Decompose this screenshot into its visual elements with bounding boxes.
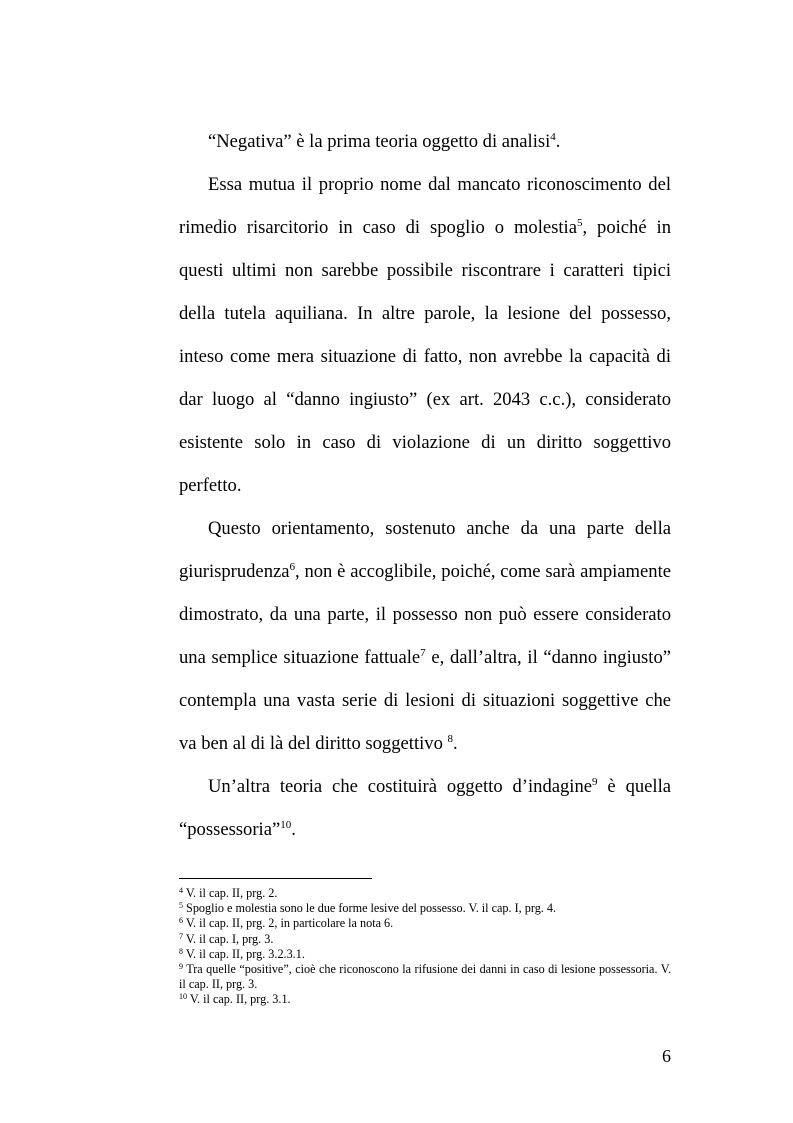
body-text [179,120,671,851]
footnote-text: Spoglio e molestia sono le due forme lesive del possesso. V. il cap. I, prg. 4. [186,901,557,916]
text-run: . [291,819,296,840]
text-run: è quella “possessoria” [179,776,672,840]
footnote-ref: 5 [576,217,583,229]
footnote-ref: 6 [289,561,295,573]
text-run: , non è accoglibile, poiché, come sarà ampiamente dimostrato, da una parte, il possesso non può essere considerato una semplice situazione fattuale [179,561,671,668]
footnote-ref: 10 [280,819,292,831]
text-run: . [555,131,561,152]
text-run: . [453,733,458,754]
paragraph [179,120,671,163]
footnote [179,992,671,1007]
text-run: “Negativa” è la prima teoria oggetto di analisi [208,131,551,152]
text-run: Questo orientamento, sostenuto anche da una parte della giurisprudenza [179,518,671,582]
footnote-number: 4 [179,886,183,895]
footnote-text: V. il cap. II, prg. 2. [185,886,278,900]
footnote-number: 7 [179,931,183,941]
footnote [179,947,671,962]
footnote-number: 5 [179,901,183,911]
footnote [179,962,671,992]
footnote-ref: 8 [447,733,454,745]
text-run: Un’altra teoria che costituirà oggetto d’indagine [208,776,593,797]
footnote-number: 10 [179,992,187,1002]
footnote [179,932,671,947]
footnote-text: V. il cap. II, prg. 2, in particolare la nota 6. [185,916,394,931]
footnote-text: V. il cap. II, prg. 3.2.3.1. [185,946,305,961]
footnote [179,901,671,916]
footnotes [179,886,671,1008]
text-run: , poiché in questi ultimi non sarebbe possibile riscontrare i caratteri tipici della tutela aquiliana. In altre parole, la lesione del possesso, inteso come mera situazione di fatto, non avrebbe la capacità di dar luogo al “danno ingiusto” (ex art. 2043 c.c.), considerato esistente solo in caso di violazione di un diritto soggettivo perfetto. [179,217,671,496]
footnote-text: V. il cap. II, prg. 3.1. [189,992,291,1007]
footnote-number: 9 [179,962,183,972]
text-run: e, dall’altra, il “danno ingiusto” contempla una vasta serie di lesioni di situazioni soggettive che va ben al di là del diritto soggettivo [179,647,671,754]
footnote-number: 8 [179,946,183,956]
footnote-number: 6 [179,916,183,926]
page-number: 6 [662,1046,671,1066]
footnote-text: Tra quelle “positive”, cioè che riconoscono la rifusione dei danni in caso di lesione possessoria. V. il cap. II, prg. 3. [179,962,672,992]
footnote-ref: 9 [592,776,598,788]
paragraph [179,163,671,507]
footnote [179,886,671,901]
footnote-ref: 4 [550,131,556,143]
text-run: Essa mutua il proprio nome dal mancato riconoscimento del rimedio risarcitorio in caso di spoglio o molestia [179,174,671,238]
footnote-text: V. il cap. I, prg. 3. [185,931,274,946]
footnote [179,916,671,931]
footnote-ref: 7 [420,647,426,659]
paragraph [179,765,671,851]
footnote-separator [179,878,372,879]
paragraph [179,507,671,765]
